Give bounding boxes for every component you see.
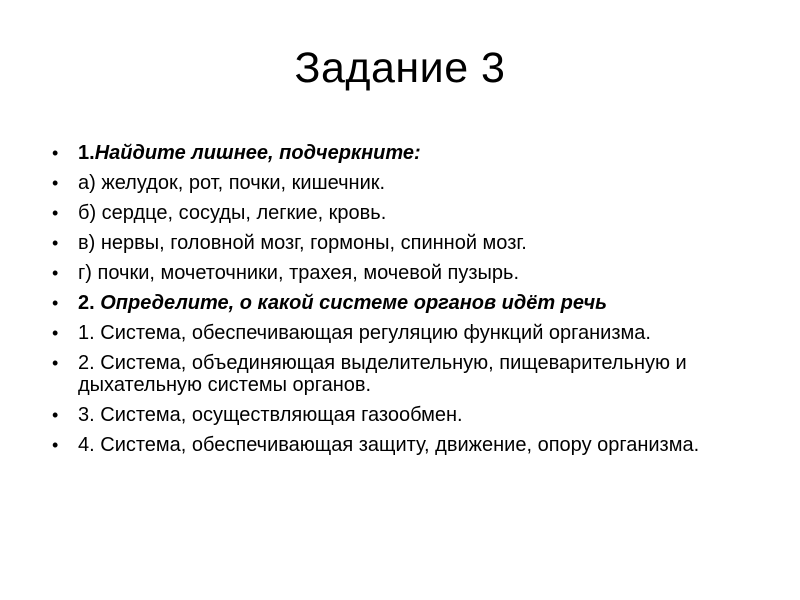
bullet-icon: • [52, 293, 59, 313]
list-item-task-2-heading [52, 292, 752, 314]
task-list [52, 142, 752, 464]
item-text: Система, обеспечивающая регуляцию функций организма. [94, 322, 651, 344]
item-number: 1. [78, 142, 95, 164]
item-text: а) желудок, рот, почки, кишечник. [78, 172, 386, 194]
list-item-system-3 [52, 404, 752, 426]
item-number: 2. [78, 292, 95, 314]
item-text: Система, объединяющая выделительную, пищеварительную и дыхательную системы органов. [78, 352, 687, 396]
list-item-option-b [52, 202, 752, 224]
list-item-system-2 [52, 352, 752, 396]
bullet-icon: • [52, 405, 59, 425]
bullet-icon: • [52, 435, 59, 455]
item-number: 3. [78, 404, 95, 426]
list-item-system-4 [52, 434, 752, 456]
item-text: г) почки, мочеточники, трахея, мочевой пузырь. [78, 262, 520, 284]
item-text: б) сердце, сосуды, легкие, кровь. [78, 202, 387, 224]
list-item-system-1 [52, 322, 752, 344]
list-item-option-c [52, 232, 752, 254]
bullet-icon: • [52, 353, 59, 373]
item-number: 1. [78, 322, 95, 344]
item-text: Система, обеспечивающая защиту, движение, опору организма. [94, 434, 700, 456]
bullet-icon: • [52, 173, 59, 193]
bullet-icon: • [52, 233, 59, 253]
item-text: Определите, о какой системе органов идёт речь [94, 292, 608, 314]
bullet-icon: • [52, 263, 59, 283]
list-item-task-1-heading [52, 142, 752, 164]
item-text: Система, осуществляющая газообмен. [94, 404, 463, 426]
bullet-icon: • [52, 143, 59, 163]
item-text: Найдите лишнее, подчеркните: [94, 142, 421, 164]
list-item-option-d [52, 262, 752, 284]
item-text: в) нервы, головной мозг, гормоны, спинной мозг. [78, 232, 527, 254]
list-item-option-a [52, 172, 752, 194]
bullet-icon: • [52, 323, 59, 343]
item-number: 2. [78, 352, 95, 374]
bullet-icon: • [52, 203, 59, 223]
slide-title: Задание 3 [294, 44, 506, 92]
item-number: 4. [78, 434, 95, 456]
